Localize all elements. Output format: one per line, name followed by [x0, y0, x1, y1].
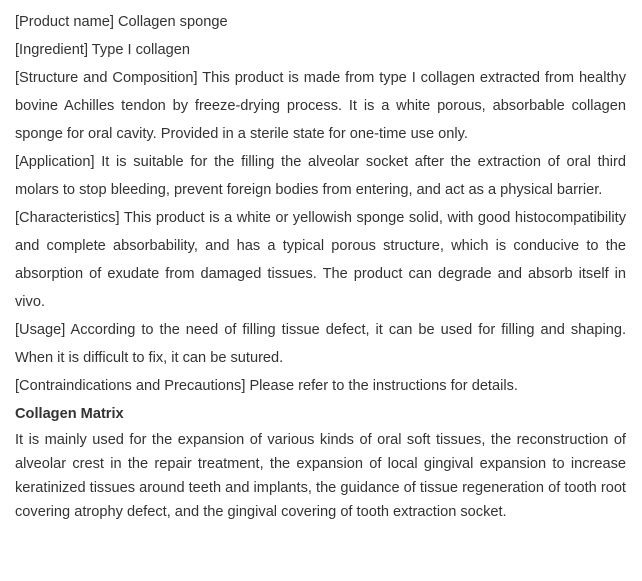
product-name-line: [Product name] Collagen sponge [15, 14, 228, 30]
collagen-matrix-section [15, 400, 626, 524]
characteristics-paragraph: [Characteristics] This product is a white or yellowish sponge solid, with good histocompatibility and complete absorbability, and has a typical porous structure, which is conducive to the absorption of exudate from damaged tissues. The product can degrade and absorb itself in vivo. [15, 210, 626, 310]
ingredient-line: [Ingredient] Type I collagen [15, 42, 190, 58]
structure-paragraph: [Structure and Composition] This product is made from type I collagen extracted from healthy bovine Achilles tendon by freeze-drying process. It is a white porous, absorbable collagen sponge for oral cavity. Provided in a sterile state for one-time use only. [15, 70, 626, 142]
contraindications-line: [Contraindications and Precautions] Please refer to the instructions for details. [15, 378, 518, 394]
application-paragraph: [Application] It is suitable for the filling the alveolar socket after the extraction of oral third molars to stop bleeding, prevent foreign bodies from entering, and act as a physical barrier. [15, 154, 626, 198]
product-spec-section [15, 8, 626, 400]
collagen-matrix-description: It is mainly used for the expansion of various kinds of oral soft tissues, the reconstruction of alveolar crest in the repair treatment, the expansion of local gingival expansion to increase keratinized tissues around teeth and implants, the guidance of tissue regeneration of tooth root covering atrophy defect, and the gingival covering of tooth extraction socket. [15, 432, 626, 520]
collagen-matrix-heading: Collagen Matrix [15, 406, 124, 422]
usage-paragraph: [Usage] According to the need of filling tissue defect, it can be used for filling and shaping. When it is difficult to fix, it can be sutured. [15, 322, 626, 366]
